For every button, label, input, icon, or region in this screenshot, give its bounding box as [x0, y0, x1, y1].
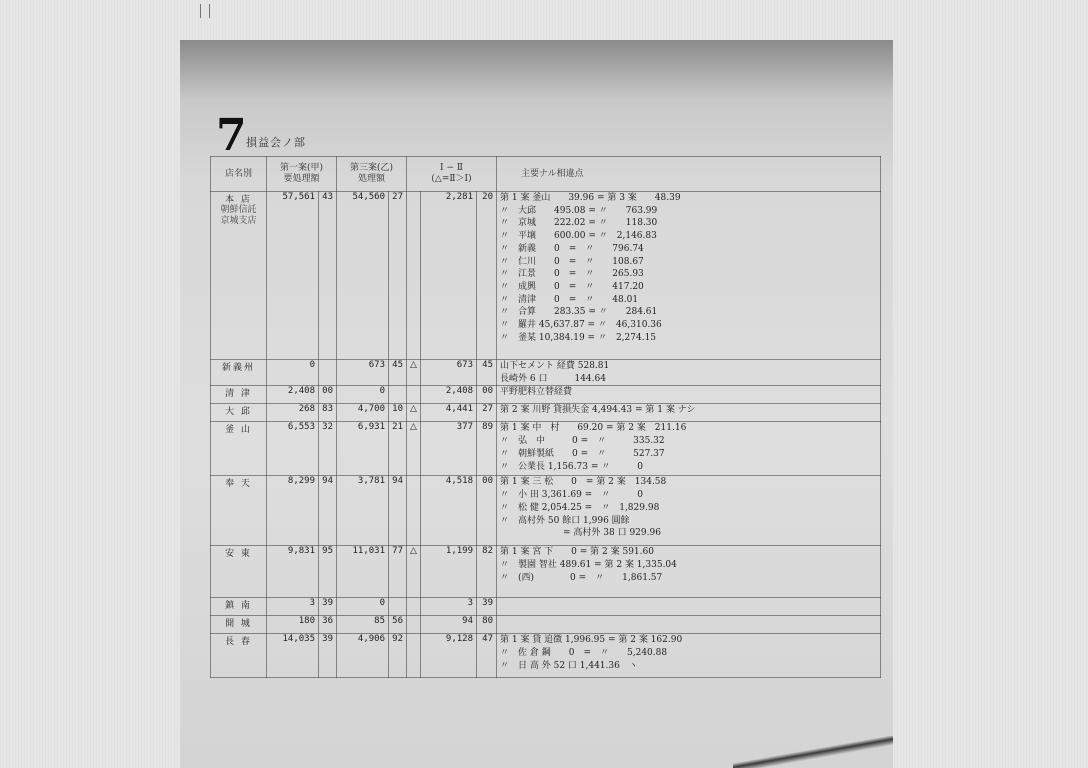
- branch-name-text: 清 津: [225, 389, 252, 400]
- remark-line: 〃 新義 0 = 〃 796.74: [500, 243, 644, 254]
- second-case-yen: [337, 476, 389, 546]
- first-case-sen-text: 36: [322, 616, 333, 627]
- diff-yen: [421, 598, 477, 616]
- first-case-yen: [267, 598, 319, 616]
- branch-name: [211, 616, 267, 634]
- diff-yen: [421, 422, 477, 476]
- diff-sign-text: △: [410, 360, 417, 370]
- remark-line: 〃 公業長 1,156.73 = 〃 0: [500, 461, 643, 472]
- diff-yen: [421, 404, 477, 422]
- table-row: [211, 598, 881, 616]
- diff-sign: [407, 404, 421, 422]
- diff-yen-text: 4,518: [445, 476, 473, 487]
- first-case-yen-text: 3: [309, 598, 315, 609]
- second-case-yen: [337, 634, 389, 678]
- ledger-table: [210, 156, 881, 678]
- diff-sen: [477, 422, 497, 476]
- second-case-yen-text: 11,031: [352, 546, 385, 557]
- col-second-case: 第三案(乙) 処理額: [337, 157, 407, 192]
- remark-line: = 高村外 38 口 929.96: [500, 528, 661, 539]
- diff-sign: [407, 598, 421, 616]
- remarks-cell: [497, 616, 881, 634]
- second-case-sen: [389, 192, 407, 360]
- table-row: [211, 546, 881, 598]
- remark-line: 〃 成興 0 = 〃 417.20: [500, 281, 644, 292]
- scan-smudge: [733, 736, 893, 768]
- second-case-yen: [337, 386, 389, 404]
- remark-line: 〃 製園 智社 489.61 = 第 2 案 1,335.04: [500, 560, 677, 571]
- remark-line: 〃 小 田 3,361.69 = 〃 0: [500, 490, 643, 501]
- first-case-yen: [267, 634, 319, 678]
- remark-line: 〃 日 高 外 52 口 1,441.36 ヽ: [500, 660, 638, 671]
- remarks-cell: [497, 422, 881, 476]
- first-case-sen-text: 00: [322, 386, 333, 397]
- diff-yen: [421, 634, 477, 678]
- first-case-sen-text: 95: [322, 546, 333, 557]
- branch-name-text: 鎮 南: [225, 601, 252, 612]
- first-case-yen: [267, 360, 319, 386]
- second-case-yen: [337, 192, 389, 360]
- diff-yen: [421, 546, 477, 598]
- remarks-cell: [497, 360, 881, 386]
- first-case-yen: [267, 386, 319, 404]
- diff-sign-text: △: [410, 546, 417, 557]
- first-case-yen: [267, 192, 319, 360]
- diff-sign: [407, 386, 421, 404]
- section-number: 7: [216, 110, 247, 161]
- table-row: [211, 192, 881, 360]
- second-case-sen-text: 56: [392, 616, 403, 627]
- diff-sign: [407, 360, 421, 386]
- table-row: [211, 634, 881, 678]
- branch-name: [211, 422, 267, 476]
- first-case-sen: [319, 634, 337, 678]
- second-case-sen: [389, 360, 407, 386]
- second-case-yen-text: 673: [368, 360, 385, 370]
- diff-yen: [421, 360, 477, 386]
- first-case-sen-text: 32: [322, 422, 333, 433]
- second-case-sen: [389, 598, 407, 616]
- diff-sen: [477, 634, 497, 678]
- diff-sen-text: 47: [482, 634, 494, 645]
- remark-line: 〃 弘 中 0 = 〃 335.32: [500, 436, 665, 447]
- table-row: [211, 616, 881, 634]
- diff-yen-text: 94: [462, 616, 473, 627]
- diff-sen: [477, 476, 497, 546]
- first-case-sen: [319, 360, 337, 386]
- first-case-sen-text: 39: [322, 634, 333, 645]
- col-branch: 店名別: [211, 157, 267, 192]
- binding-mark: [200, 4, 210, 18]
- table-row: [211, 422, 881, 476]
- first-case-yen: [267, 476, 319, 546]
- branch-name-text: 釜 山: [225, 425, 252, 436]
- second-case-sen-text: 27: [392, 192, 403, 202]
- diff-sen-text: 00: [482, 386, 494, 397]
- first-case-sen: [319, 598, 337, 616]
- second-case-yen: [337, 598, 389, 616]
- diff-sen: [477, 360, 497, 386]
- remark-line: 〃 佐 倉 鋼 0 = 〃 5,240.88: [500, 648, 668, 659]
- second-case-yen: [337, 404, 389, 422]
- diff-yen-text: 2,408: [445, 386, 473, 397]
- diff-sen-text: 45: [482, 360, 494, 370]
- diff-sen-text: 82: [482, 546, 494, 557]
- first-case-sen: [319, 386, 337, 404]
- diff-sen: [477, 192, 497, 360]
- diff-sign: [407, 616, 421, 634]
- section-title: 損益会ノ部: [246, 136, 306, 149]
- remark-line: 〃 釜某 10,384.19 = 〃 2,274.15: [500, 332, 657, 343]
- remark-line: 第 2 案 川野 貸損失金 4,494.43 = 第 1 案 ナシ: [500, 405, 696, 416]
- diff-sign: [407, 192, 421, 360]
- first-case-sen-text: 39: [322, 598, 333, 609]
- first-case-yen-text: 0: [309, 360, 315, 370]
- second-case-yen-text: 6,931: [357, 422, 385, 433]
- first-case-sen: [319, 476, 337, 546]
- remark-line: 〃 江景 0 = 〃 265.93: [500, 269, 644, 280]
- remark-line: 第 1 案 宮 下 0 = 第 2 案 591.60: [500, 547, 654, 558]
- diff-yen-text: 4,441: [445, 404, 473, 415]
- branch-name-text: 新義州: [221, 363, 255, 373]
- second-case-sen: [389, 616, 407, 634]
- second-case-yen-text: 0: [379, 598, 385, 609]
- second-case-yen-text: 85: [374, 616, 385, 627]
- remark-line: 山下セメント 経費 528.81: [500, 361, 610, 371]
- remark-line: 平野肥料立替経費: [500, 387, 573, 398]
- diff-yen: [421, 616, 477, 634]
- second-case-yen-text: 4,700: [357, 404, 385, 415]
- diff-sen-text: 00: [482, 476, 494, 487]
- first-case-yen-text: 6,553: [287, 422, 315, 433]
- first-case-yen-text: 14,035: [282, 634, 315, 645]
- first-case-sen: [319, 192, 337, 360]
- first-case-yen-text: 180: [298, 616, 315, 627]
- first-case-sen-text: 83: [322, 404, 333, 415]
- second-case-sen: [389, 546, 407, 598]
- remark-line: 〃 合算 283.35 = 〃 284.61: [500, 307, 658, 318]
- diff-sign: [407, 546, 421, 598]
- branch-name: [211, 386, 267, 404]
- second-case-yen-text: 0: [379, 386, 385, 397]
- first-case-yen: [267, 546, 319, 598]
- first-case-sen: [319, 422, 337, 476]
- branch-name-text: 長 春: [225, 637, 252, 648]
- second-case-sen-text: 21: [392, 422, 403, 433]
- diff-yen: [421, 476, 477, 546]
- diff-sign: [407, 422, 421, 476]
- diff-yen-text: 3: [467, 598, 473, 609]
- ledger-page: [180, 40, 893, 768]
- diff-sen: [477, 598, 497, 616]
- table-row: [211, 360, 881, 386]
- col-remarks: 主要ナル相違点: [497, 157, 881, 192]
- remark-line: 第 1 案 中 村 69.20 = 第 2 案 211.16: [500, 423, 687, 434]
- diff-yen: [421, 386, 477, 404]
- header-row: [211, 157, 881, 192]
- diff-sign: [407, 634, 421, 678]
- first-case-sen: [319, 616, 337, 634]
- remark-line: 〃 大邱 495.08 = 〃 763.99: [500, 205, 658, 216]
- branch-subname: 朝鮮信託: [220, 205, 257, 215]
- second-case-sen: [389, 404, 407, 422]
- branch-name-text: 本 店: [225, 195, 252, 205]
- remark-line: 〃 羅井 45,637.87 = 〃 46,310.36: [500, 320, 662, 331]
- second-case-yen-text: 54,560: [352, 192, 385, 202]
- diff-yen-text: 9,128: [445, 634, 473, 645]
- branch-name: [211, 192, 267, 360]
- table-row: [211, 386, 881, 404]
- second-case-sen: [389, 634, 407, 678]
- diff-sign-text: △: [410, 422, 417, 433]
- second-case-yen: [337, 616, 389, 634]
- branch-name: [211, 598, 267, 616]
- branch-subname: 京城支店: [220, 216, 257, 226]
- branch-name-text: 開 城: [225, 619, 252, 630]
- remark-line: 〃 平壌 600.00 = 〃 2,146.83: [500, 231, 657, 242]
- col-first-case: 第一案(甲) 要処理額: [267, 157, 337, 192]
- remarks-cell: [497, 386, 881, 404]
- branch-name-text: 大 邱: [225, 407, 252, 418]
- remarks-cell: [497, 192, 881, 360]
- first-case-sen-text: 94: [322, 476, 333, 487]
- second-case-yen: [337, 360, 389, 386]
- first-case-yen-text: 8,299: [287, 476, 315, 487]
- remark-line: 〃 (西) 0 = 〃 1,861.57: [500, 572, 663, 583]
- diff-sen-text: 20: [482, 192, 494, 202]
- diff-sen: [477, 616, 497, 634]
- remarks-cell: [497, 476, 881, 546]
- ledger-body: [211, 192, 881, 678]
- remarks-cell: [497, 404, 881, 422]
- branch-name: [211, 360, 267, 386]
- second-case-sen-text: 45: [392, 360, 403, 370]
- branch-name: [211, 476, 267, 546]
- diff-yen-text: 673: [456, 360, 473, 370]
- second-case-yen: [337, 546, 389, 598]
- branch-name-text: 安 東: [225, 549, 252, 560]
- diff-sen-text: 80: [482, 616, 494, 627]
- diff-sen: [477, 386, 497, 404]
- remarks-cell: [497, 546, 881, 598]
- diff-sign: [407, 476, 421, 546]
- remark-line: 〃 松 健 2,054.25 = 〃 1,829.98: [500, 502, 660, 513]
- branch-name-text: 奉 天: [225, 479, 252, 490]
- diff-sen-text: 89: [482, 422, 494, 433]
- first-case-yen: [267, 404, 319, 422]
- first-case-yen-text: 57,561: [282, 192, 315, 202]
- second-case-sen-text: 94: [392, 476, 403, 487]
- first-case-sen: [319, 404, 337, 422]
- remark-line: 第 1 案 貸 追徴 1,996.95 = 第 2 案 162.90: [500, 635, 683, 646]
- remark-line: 〃 京城 222.02 = 〃 118.30: [500, 218, 658, 229]
- first-case-sen: [319, 546, 337, 598]
- second-case-sen-text: 77: [392, 546, 403, 557]
- second-case-sen: [389, 476, 407, 546]
- diff-sen: [477, 546, 497, 598]
- diff-sen-text: 27: [482, 404, 494, 415]
- second-case-sen: [389, 422, 407, 476]
- table-row: [211, 404, 881, 422]
- branch-name: [211, 546, 267, 598]
- remark-line: 第 1 案 三 松 0 = 第 2 案 134.58: [500, 477, 667, 488]
- diff-yen: [421, 192, 477, 360]
- diff-sen-text: 39: [482, 598, 494, 609]
- remarks-cell: [497, 634, 881, 678]
- first-case-yen: [267, 422, 319, 476]
- table-row: [211, 476, 881, 546]
- branch-name: [211, 634, 267, 678]
- diff-yen-text: 1,199: [445, 546, 473, 557]
- branch-name: [211, 404, 267, 422]
- second-case-yen-text: 4,906: [357, 634, 385, 645]
- remark-line: 長崎外 6 口 144.64: [500, 373, 606, 384]
- first-case-yen-text: 9,831: [287, 546, 315, 557]
- remark-line: 〃 朝鮮製紙 0 = 〃 527.37: [500, 448, 665, 459]
- first-case-sen-text: 43: [322, 192, 333, 202]
- second-case-sen-text: 10: [392, 404, 403, 415]
- col-diff: Ⅰ − Ⅱ (△=Ⅱ＞Ⅰ): [407, 157, 497, 192]
- diff-yen-text: 377: [456, 422, 473, 433]
- remark-line: 第 1 案 釜山 39.96 = 第 3 案 48.39: [500, 193, 681, 203]
- second-case-sen-text: 92: [392, 634, 403, 645]
- remarks-cell: [497, 598, 881, 616]
- second-case-yen: [337, 422, 389, 476]
- diff-sen: [477, 404, 497, 422]
- first-case-yen: [267, 616, 319, 634]
- remark-line: 〃 清津 0 = 〃 48.01: [500, 294, 639, 305]
- second-case-sen: [389, 386, 407, 404]
- remark-line: 〃 高村外 50 餘口 1,996 圓餘: [500, 515, 630, 526]
- first-case-yen-text: 2,408: [287, 386, 315, 397]
- diff-sign-text: △: [410, 404, 417, 415]
- remark-line: 〃 仁川 0 = 〃 108.67: [500, 256, 644, 267]
- diff-yen-text: 2,281: [445, 192, 473, 202]
- second-case-yen-text: 3,781: [357, 476, 385, 487]
- first-case-yen-text: 268: [298, 404, 315, 415]
